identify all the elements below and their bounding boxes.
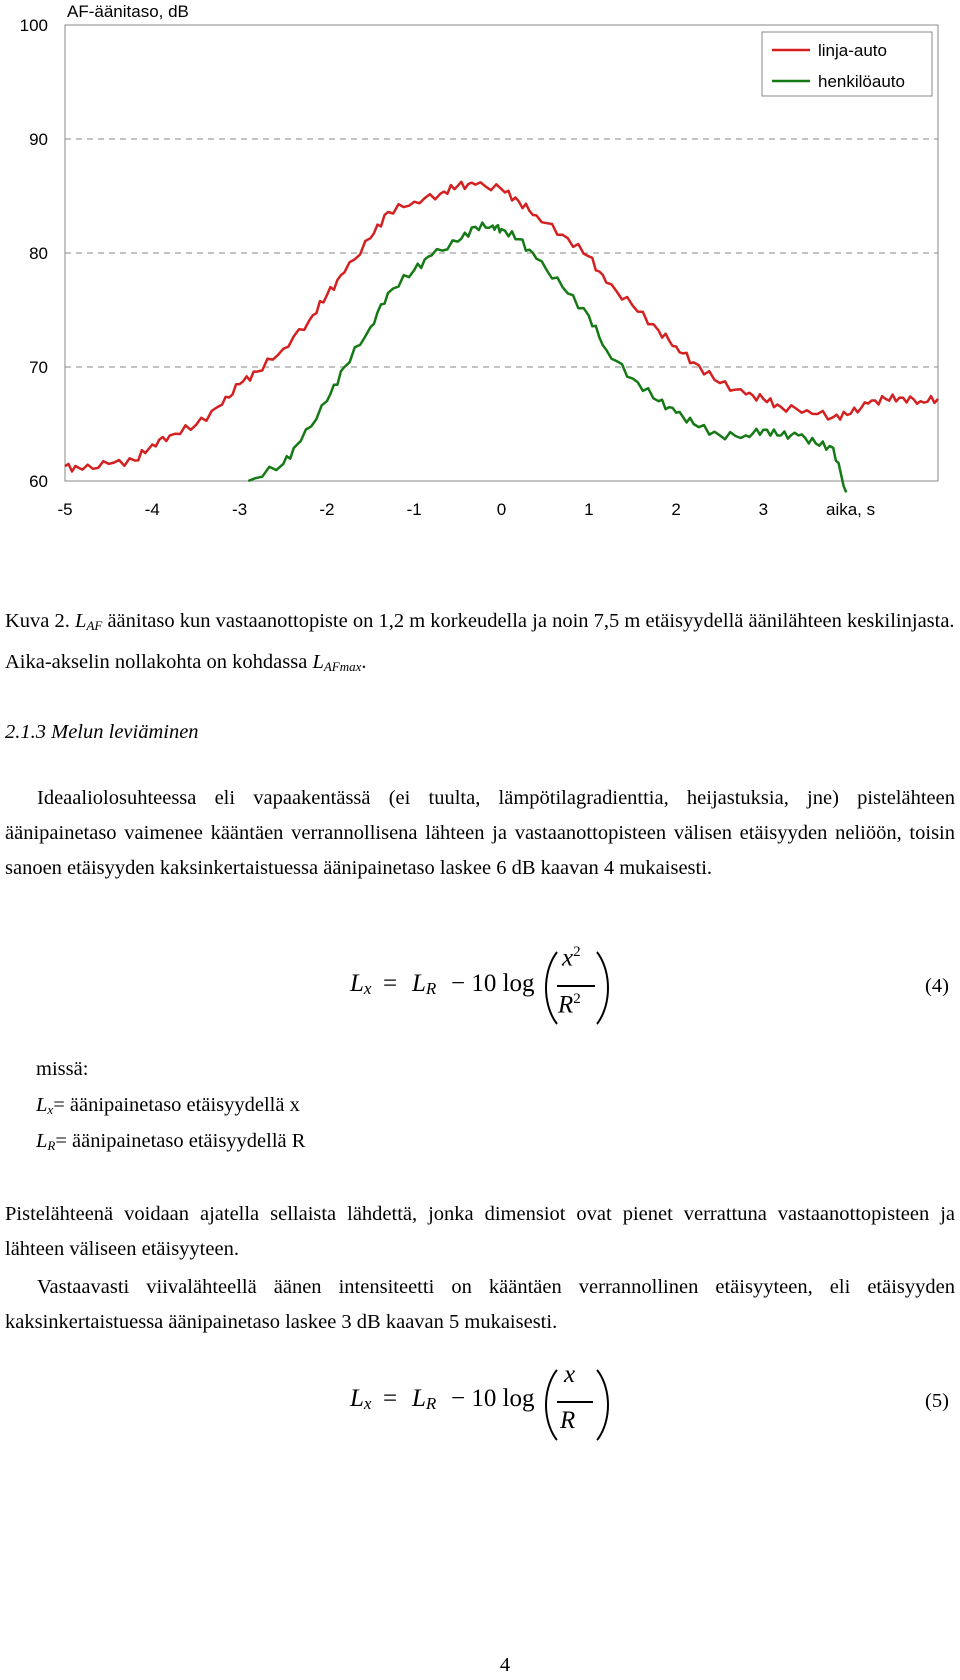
y-tick-label: 90	[29, 130, 48, 149]
paragraph-line-source: Vastaavasti viivalähteellä äänen intensiteetti on kääntäen verrannollinen etäisyyteen, eli etäisyyden kaksinkertaistuessa äänipainetaso laskee 3 dB kaavan 5 mukaisesti.	[5, 1276, 955, 1333]
definition-lr: $L_R=$ äänipainetaso etäisyydellä R	[36, 1130, 306, 1153]
y-tick-label: 80	[29, 244, 48, 263]
x-tick-label: -5	[57, 500, 73, 519]
y-tick-labels	[20, 16, 48, 491]
legend-label-linja-auto: linja-auto	[818, 41, 887, 60]
x-tick-label: -1	[406, 500, 422, 519]
series-line-linja-auto	[65, 182, 938, 472]
equation-5-number: (5)	[925, 1390, 949, 1412]
y-tick-label: 70	[29, 358, 48, 377]
x-tick-label: 0	[496, 500, 507, 519]
paragraph-point-source-definition: Pistelähteenä voidaan ajatella sellaista lähdettä, jonka dimensiot ovat pienet verrattuna vastaanottopisteen ja lähteen väliseen etäisyyteen.	[5, 1203, 955, 1260]
chart-legend	[762, 32, 932, 96]
y-axis-label: AF-äänitaso, dB	[67, 2, 189, 21]
page-number: 4	[499, 1654, 511, 1676]
x-tick-label: 3	[758, 500, 769, 519]
x-tick-label: 2	[671, 500, 681, 519]
figure-caption: Kuva 2. $L_{AF}$ äänitaso kun vastaanottopiste on 1,2 m korkeudella ja noin 7,5 m etäisyydellä äänilähteen keskilinjasta. Aika-akselin nollakohta on kohdassa $L_{AFmax}$.	[5, 610, 955, 674]
x-tick-label: 1	[584, 500, 594, 519]
x-tick-label: -4	[144, 500, 160, 519]
x-axis-label: aika, s	[826, 500, 876, 519]
definition-lx: $L_x=$ äänipainetaso etäisyydellä x	[36, 1094, 300, 1117]
paragraph-point-source: Ideaaliolosuhteessa eli vapaakentässä (ei tuulta, lämpötilagradienttia, heijastuksia, jne) pistelähteen äänipainetaso vaimenee kääntäen verrannollisena lähteen ja vastaanottopisteen välisen etäisyyden neliöön, toisin sanoen etäisyyden kaksinkertaistuessa äänipainetaso laskee 6 dB kaavan 4 mukaisesti.	[5, 787, 955, 879]
chart-series-lines	[65, 182, 938, 493]
x-tick-labels	[57, 500, 768, 519]
where-label: missä:	[36, 1058, 89, 1080]
section-heading: 2.1.3 Melun leviäminen	[5, 721, 199, 743]
equation-4-number: (4)	[925, 975, 949, 997]
sound-level-chart	[0, 0, 960, 540]
x-tick-label: -2	[319, 500, 335, 519]
y-tick-label: 60	[29, 472, 48, 491]
series-line-henkiloauto	[248, 223, 846, 493]
legend-label-henkiloauto: henkilöauto	[818, 72, 905, 91]
y-tick-label: 100	[19, 16, 48, 35]
x-tick-label: -3	[232, 500, 248, 519]
